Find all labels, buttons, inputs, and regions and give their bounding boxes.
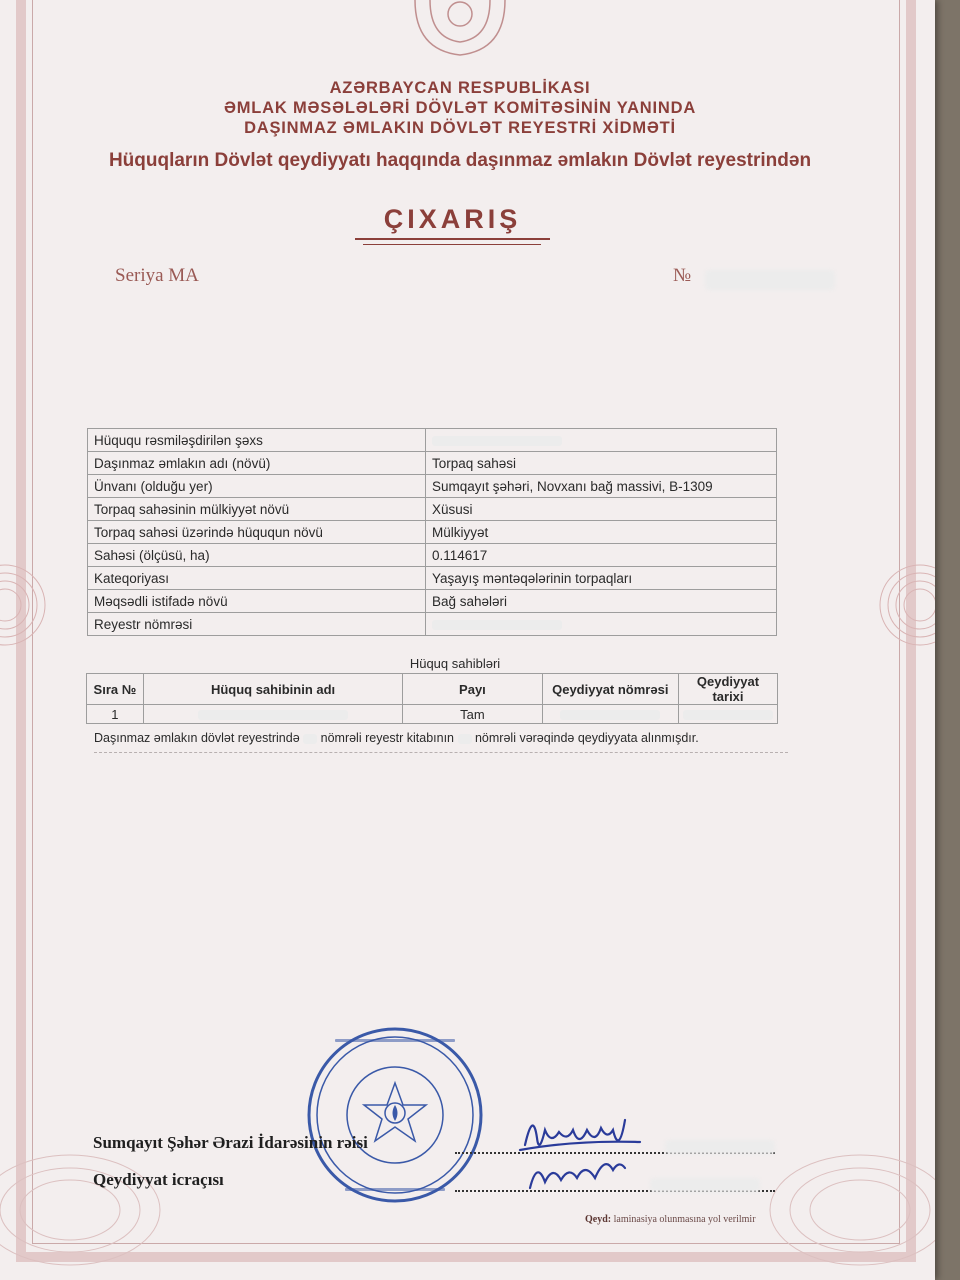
info-label: Daşınmaz əmlakın adı (növü)	[88, 452, 426, 475]
signature-line-chief: Sumqayıt Şəhər Ərazi İdarəsinin rəisi	[93, 1133, 368, 1152]
redacted-chief-name	[665, 1140, 775, 1154]
redacted-book-value	[458, 734, 472, 744]
property-info-table	[87, 428, 777, 636]
footer-note-text: laminasiya olunmasına yol verilmir	[613, 1214, 756, 1225]
redacted-value	[432, 620, 562, 630]
info-label: Reyestr nömrəsi	[88, 613, 426, 636]
table-row	[88, 613, 777, 636]
redacted-value	[432, 436, 562, 446]
owner-no: 1	[87, 705, 144, 724]
col-header-reg-number: Qeydiyyat nömrəsi	[542, 674, 678, 705]
owner-name	[143, 705, 403, 724]
info-value: Bağ sahələri	[426, 590, 777, 613]
owner-reg-date	[679, 705, 778, 724]
table-row	[88, 521, 777, 544]
note-part-1: Daşınmaz əmlakın dövlət reyestrində	[94, 731, 300, 745]
info-label: Məqsədli istifadə növü	[88, 590, 426, 613]
right-rosette-ornament	[875, 560, 935, 650]
handwritten-signatures	[515, 1100, 655, 1200]
owner-share: Tam	[403, 705, 542, 724]
col-header-owner-name: Hüquq sahibinin adı	[143, 674, 403, 705]
info-label: Sahəsi (ölçüsü, ha)	[88, 544, 426, 567]
number-label: №	[673, 265, 692, 286]
note-part-3: nömrəli vərəqində qeydiyyata alınmışdır.	[474, 731, 699, 745]
title-underline-thin	[363, 244, 541, 245]
registry-note	[94, 731, 699, 745]
redacted-owner-name	[198, 710, 348, 720]
owner-reg-number	[542, 705, 678, 724]
bottom-right-ornament	[760, 1140, 935, 1280]
col-header-reg-date: Qeydiyyat tarixi	[679, 674, 778, 705]
series-label: Seriya MA	[115, 265, 199, 286]
redacted-registrar-name	[650, 1178, 760, 1192]
info-value: Torpaq sahəsi	[426, 452, 777, 475]
info-label: Hüququ rəsmiləşdirilən şəxs	[88, 429, 426, 452]
info-value	[426, 429, 777, 452]
official-stamp-seal	[305, 1025, 485, 1205]
info-label: Torpaq sahəsi üzərində hüququn növü	[88, 521, 426, 544]
redacted-number	[705, 270, 835, 290]
redacted-registry-value	[303, 734, 317, 744]
redacted-reg-number	[560, 710, 660, 720]
info-label: Kateqoriyası	[88, 567, 426, 590]
owners-title: Hüquq sahibləri	[409, 656, 501, 671]
footer-note	[585, 1214, 756, 1225]
info-value: Xüsusi	[426, 498, 777, 521]
col-header-no: Sıra №	[87, 674, 144, 705]
table-row	[88, 452, 777, 475]
coat-of-arms-emblem	[395, 0, 525, 60]
info-value	[426, 613, 777, 636]
bottom-left-ornament	[0, 1140, 170, 1280]
title-underline	[355, 238, 550, 240]
note-part-2: nömrəli reyestr kitabının	[320, 731, 455, 745]
table-row	[88, 475, 777, 498]
info-value: 0.114617	[426, 544, 777, 567]
info-label: Ünvanı (olduğu yer)	[88, 475, 426, 498]
document-title: ÇIXARIŞ	[383, 204, 522, 234]
table-row	[88, 567, 777, 590]
table-row	[87, 705, 778, 724]
header-line-1: AZƏRBAYCAN RESPUBLİKASI	[329, 79, 591, 97]
note-dotted-line	[94, 752, 788, 753]
table-row	[88, 544, 777, 567]
issuing-authority-header	[0, 78, 920, 138]
document-subtitle: Hüquqların Dövlət qeydiyyatı haqqında daşınmaz əmlakın Dövlət reyestrindən	[108, 150, 812, 171]
table-row	[88, 429, 777, 452]
owners-header-row	[87, 674, 778, 705]
table-row	[88, 498, 777, 521]
owners-table	[86, 673, 778, 724]
footer-note-label: Qeyd:	[585, 1214, 612, 1225]
info-value: Sumqayıt şəhəri, Novxanı bağ massivi, B-1309	[426, 475, 777, 498]
info-value: Yaşayış məntəqələrinin torpaqları	[426, 567, 777, 590]
redacted-reg-date	[683, 710, 773, 720]
header-line-2: ƏMLAK MƏSƏLƏLƏRİ DÖVLƏT KOMİTƏSİNİN YANINDA	[223, 99, 697, 117]
left-rosette-ornament	[0, 560, 50, 650]
info-label: Torpaq sahəsinin mülkiyyət növü	[88, 498, 426, 521]
header-line-3: DAŞINMAZ ƏMLAKIN DÖVLƏT REYESTRİ XİDMƏTİ	[244, 119, 676, 137]
signature-line-registrar: Qeydiyyat icraçısı	[93, 1170, 224, 1189]
table-row	[88, 590, 777, 613]
info-value: Mülkiyyət	[426, 521, 777, 544]
document-title-box	[355, 196, 550, 252]
col-header-share: Payı	[403, 674, 542, 705]
